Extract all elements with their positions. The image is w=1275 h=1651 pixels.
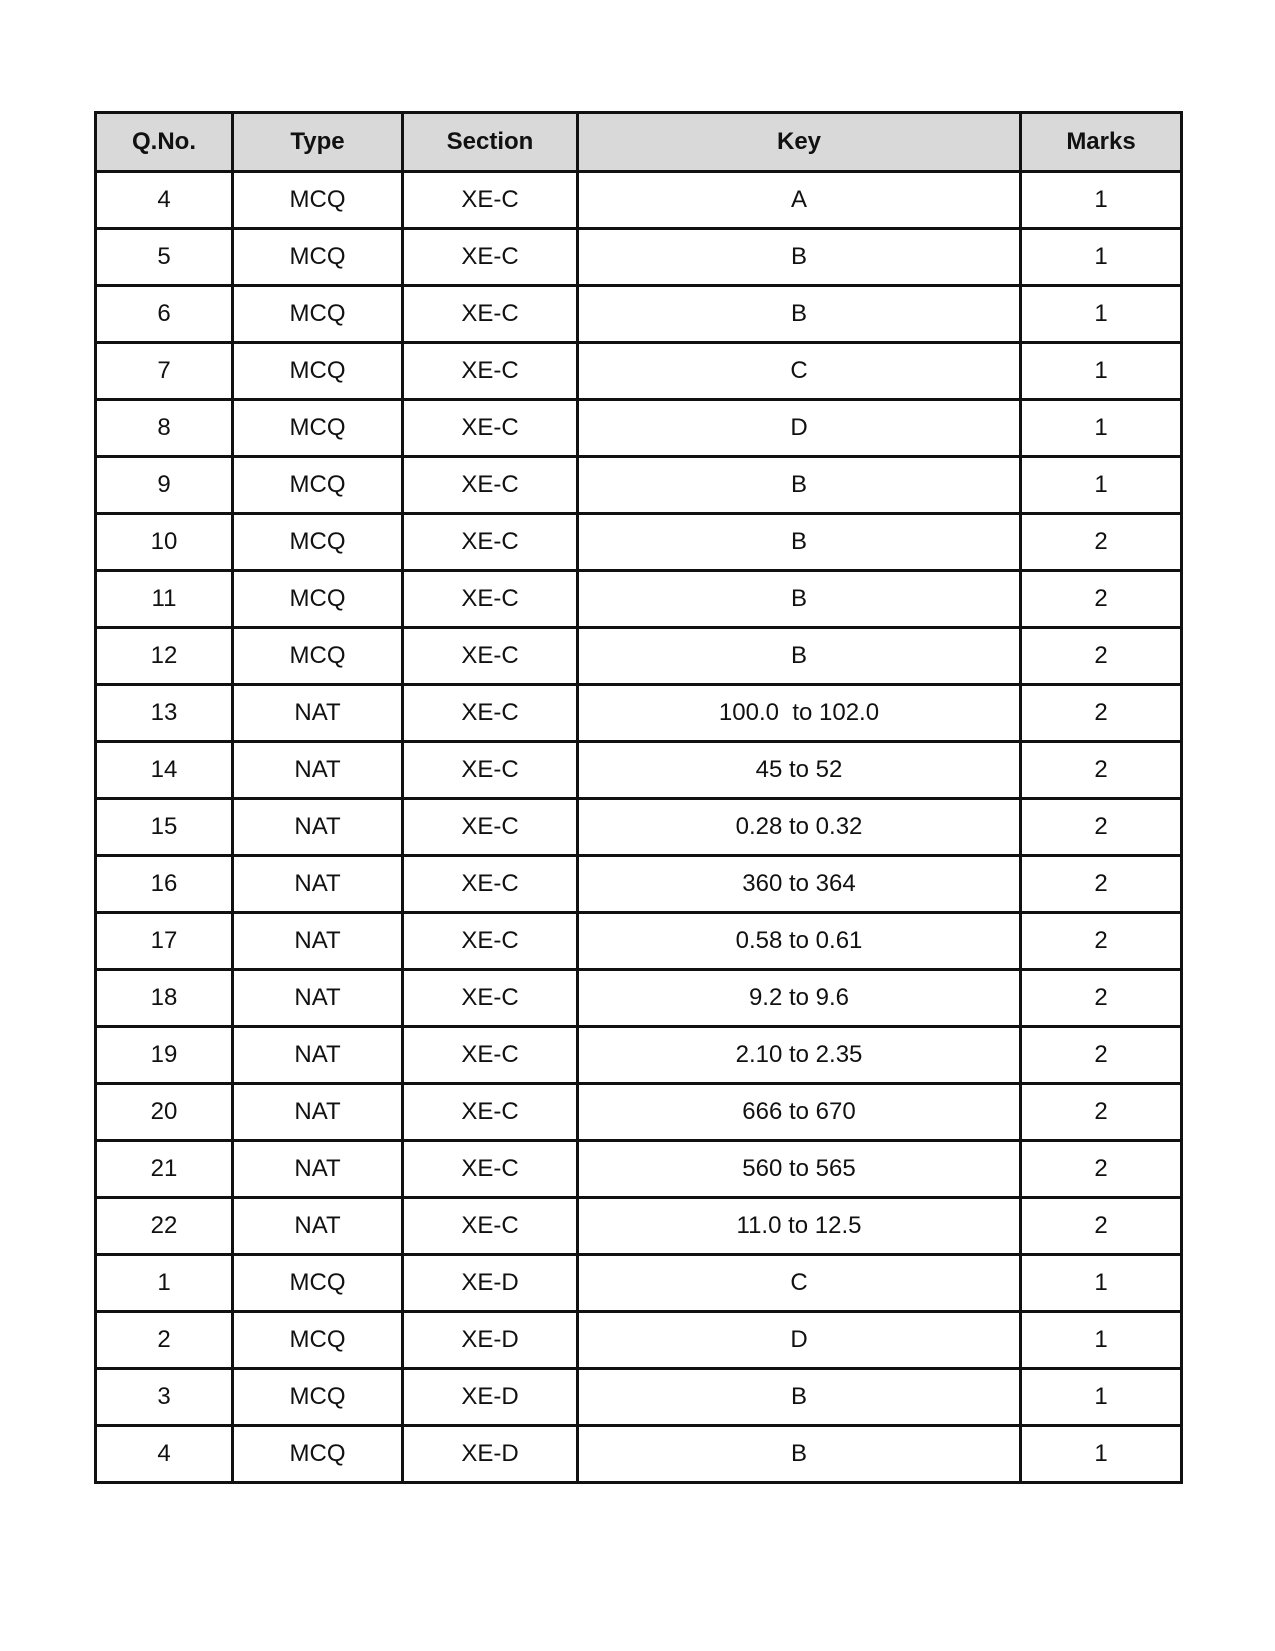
cell-type: MCQ — [233, 343, 403, 400]
cell-section: XE-C — [403, 856, 578, 913]
cell-key: 666 to 670 — [578, 1084, 1021, 1141]
cell-type: MCQ — [233, 628, 403, 685]
cell-qno: 1 — [96, 1255, 233, 1312]
cell-qno: 4 — [96, 172, 233, 229]
cell-section: XE-C — [403, 400, 578, 457]
cell-marks: 2 — [1021, 1198, 1182, 1255]
table-row — [96, 400, 1182, 457]
table-row — [96, 1426, 1182, 1483]
header-qno: Q.No. — [96, 113, 233, 172]
cell-section: XE-C — [403, 628, 578, 685]
cell-section: XE-C — [403, 571, 578, 628]
cell-qno: 4 — [96, 1426, 233, 1483]
table-row — [96, 685, 1182, 742]
cell-type: NAT — [233, 913, 403, 970]
cell-type: MCQ — [233, 1426, 403, 1483]
cell-key: D — [578, 1312, 1021, 1369]
cell-type: NAT — [233, 856, 403, 913]
cell-key: B — [578, 514, 1021, 571]
cell-marks: 2 — [1021, 742, 1182, 799]
cell-key: 9.2 to 9.6 — [578, 970, 1021, 1027]
table-row — [96, 1084, 1182, 1141]
cell-qno: 13 — [96, 685, 233, 742]
cell-marks: 2 — [1021, 1084, 1182, 1141]
cell-section: XE-C — [403, 514, 578, 571]
cell-marks: 2 — [1021, 571, 1182, 628]
cell-section: XE-C — [403, 1027, 578, 1084]
cell-qno: 14 — [96, 742, 233, 799]
cell-key: 0.58 to 0.61 — [578, 913, 1021, 970]
cell-marks: 2 — [1021, 799, 1182, 856]
cell-key: 45 to 52 — [578, 742, 1021, 799]
table-row — [96, 1141, 1182, 1198]
cell-section: XE-D — [403, 1312, 578, 1369]
cell-type: MCQ — [233, 229, 403, 286]
cell-qno: 12 — [96, 628, 233, 685]
cell-marks: 2 — [1021, 1141, 1182, 1198]
cell-qno: 3 — [96, 1369, 233, 1426]
cell-qno: 18 — [96, 970, 233, 1027]
cell-qno: 20 — [96, 1084, 233, 1141]
cell-section: XE-C — [403, 742, 578, 799]
cell-key: 100.0 to 102.0 — [578, 685, 1021, 742]
cell-marks: 1 — [1021, 229, 1182, 286]
cell-section: XE-C — [403, 970, 578, 1027]
table-body — [96, 172, 1182, 1483]
cell-section: XE-C — [403, 1198, 578, 1255]
cell-key: 0.28 to 0.32 — [578, 799, 1021, 856]
cell-key: B — [578, 1426, 1021, 1483]
cell-key: C — [578, 1255, 1021, 1312]
cell-key: B — [578, 1369, 1021, 1426]
cell-key: D — [578, 400, 1021, 457]
cell-qno: 22 — [96, 1198, 233, 1255]
cell-section: XE-D — [403, 1426, 578, 1483]
table-row — [96, 1198, 1182, 1255]
cell-type: MCQ — [233, 457, 403, 514]
table-row — [96, 799, 1182, 856]
cell-qno: 5 — [96, 229, 233, 286]
cell-key: B — [578, 286, 1021, 343]
cell-marks: 1 — [1021, 457, 1182, 514]
cell-marks: 2 — [1021, 913, 1182, 970]
table-header — [96, 113, 1182, 172]
cell-section: XE-D — [403, 1255, 578, 1312]
cell-section: XE-C — [403, 1141, 578, 1198]
cell-qno: 9 — [96, 457, 233, 514]
cell-key: B — [578, 229, 1021, 286]
cell-marks: 1 — [1021, 1255, 1182, 1312]
cell-type: NAT — [233, 1027, 403, 1084]
cell-type: NAT — [233, 970, 403, 1027]
cell-type: MCQ — [233, 571, 403, 628]
cell-section: XE-D — [403, 1369, 578, 1426]
cell-qno: 10 — [96, 514, 233, 571]
cell-type: NAT — [233, 1198, 403, 1255]
table-row — [96, 742, 1182, 799]
cell-marks: 1 — [1021, 400, 1182, 457]
cell-type: MCQ — [233, 1312, 403, 1369]
cell-key: 560 to 565 — [578, 1141, 1021, 1198]
cell-key: B — [578, 571, 1021, 628]
cell-key: 2.10 to 2.35 — [578, 1027, 1021, 1084]
header-marks: Marks — [1021, 113, 1182, 172]
cell-section: XE-C — [403, 685, 578, 742]
header-key: Key — [578, 113, 1021, 172]
cell-qno: 15 — [96, 799, 233, 856]
table-row — [96, 970, 1182, 1027]
cell-key: A — [578, 172, 1021, 229]
cell-marks: 1 — [1021, 343, 1182, 400]
cell-section: XE-C — [403, 343, 578, 400]
cell-type: MCQ — [233, 400, 403, 457]
cell-section: XE-C — [403, 172, 578, 229]
cell-qno: 6 — [96, 286, 233, 343]
answer-key-table — [94, 111, 1183, 1484]
table-row — [96, 1312, 1182, 1369]
cell-marks: 2 — [1021, 514, 1182, 571]
cell-type: MCQ — [233, 1369, 403, 1426]
cell-key: C — [578, 343, 1021, 400]
cell-type: NAT — [233, 799, 403, 856]
cell-qno: 16 — [96, 856, 233, 913]
cell-type: NAT — [233, 685, 403, 742]
table-row — [96, 1369, 1182, 1426]
cell-marks: 1 — [1021, 1369, 1182, 1426]
cell-marks: 1 — [1021, 172, 1182, 229]
cell-section: XE-C — [403, 799, 578, 856]
table-row — [96, 343, 1182, 400]
cell-section: XE-C — [403, 229, 578, 286]
cell-key: 360 to 364 — [578, 856, 1021, 913]
table-row — [96, 856, 1182, 913]
table-row — [96, 229, 1182, 286]
table-row — [96, 1027, 1182, 1084]
cell-marks: 2 — [1021, 628, 1182, 685]
cell-type: NAT — [233, 1084, 403, 1141]
cell-qno: 2 — [96, 1312, 233, 1369]
cell-section: XE-C — [403, 286, 578, 343]
cell-marks: 1 — [1021, 1426, 1182, 1483]
cell-marks: 2 — [1021, 1027, 1182, 1084]
cell-qno: 17 — [96, 913, 233, 970]
cell-type: MCQ — [233, 1255, 403, 1312]
table-row — [96, 1255, 1182, 1312]
table-row — [96, 514, 1182, 571]
cell-qno: 19 — [96, 1027, 233, 1084]
table-row — [96, 571, 1182, 628]
cell-key: 11.0 to 12.5 — [578, 1198, 1021, 1255]
cell-key: B — [578, 628, 1021, 685]
cell-marks: 2 — [1021, 856, 1182, 913]
table-row — [96, 172, 1182, 229]
cell-qno: 11 — [96, 571, 233, 628]
table-row — [96, 457, 1182, 514]
header-type: Type — [233, 113, 403, 172]
header-section: Section — [403, 113, 578, 172]
cell-qno: 21 — [96, 1141, 233, 1198]
table-row — [96, 913, 1182, 970]
cell-marks: 1 — [1021, 1312, 1182, 1369]
cell-type: NAT — [233, 742, 403, 799]
cell-type: MCQ — [233, 172, 403, 229]
cell-section: XE-C — [403, 457, 578, 514]
header-row — [96, 113, 1182, 172]
table-row — [96, 628, 1182, 685]
cell-qno: 8 — [96, 400, 233, 457]
cell-qno: 7 — [96, 343, 233, 400]
cell-section: XE-C — [403, 913, 578, 970]
cell-type: MCQ — [233, 514, 403, 571]
cell-type: NAT — [233, 1141, 403, 1198]
cell-marks: 2 — [1021, 970, 1182, 1027]
cell-marks: 1 — [1021, 286, 1182, 343]
cell-marks: 2 — [1021, 685, 1182, 742]
table-row — [96, 286, 1182, 343]
cell-type: MCQ — [233, 286, 403, 343]
cell-key: B — [578, 457, 1021, 514]
cell-section: XE-C — [403, 1084, 578, 1141]
